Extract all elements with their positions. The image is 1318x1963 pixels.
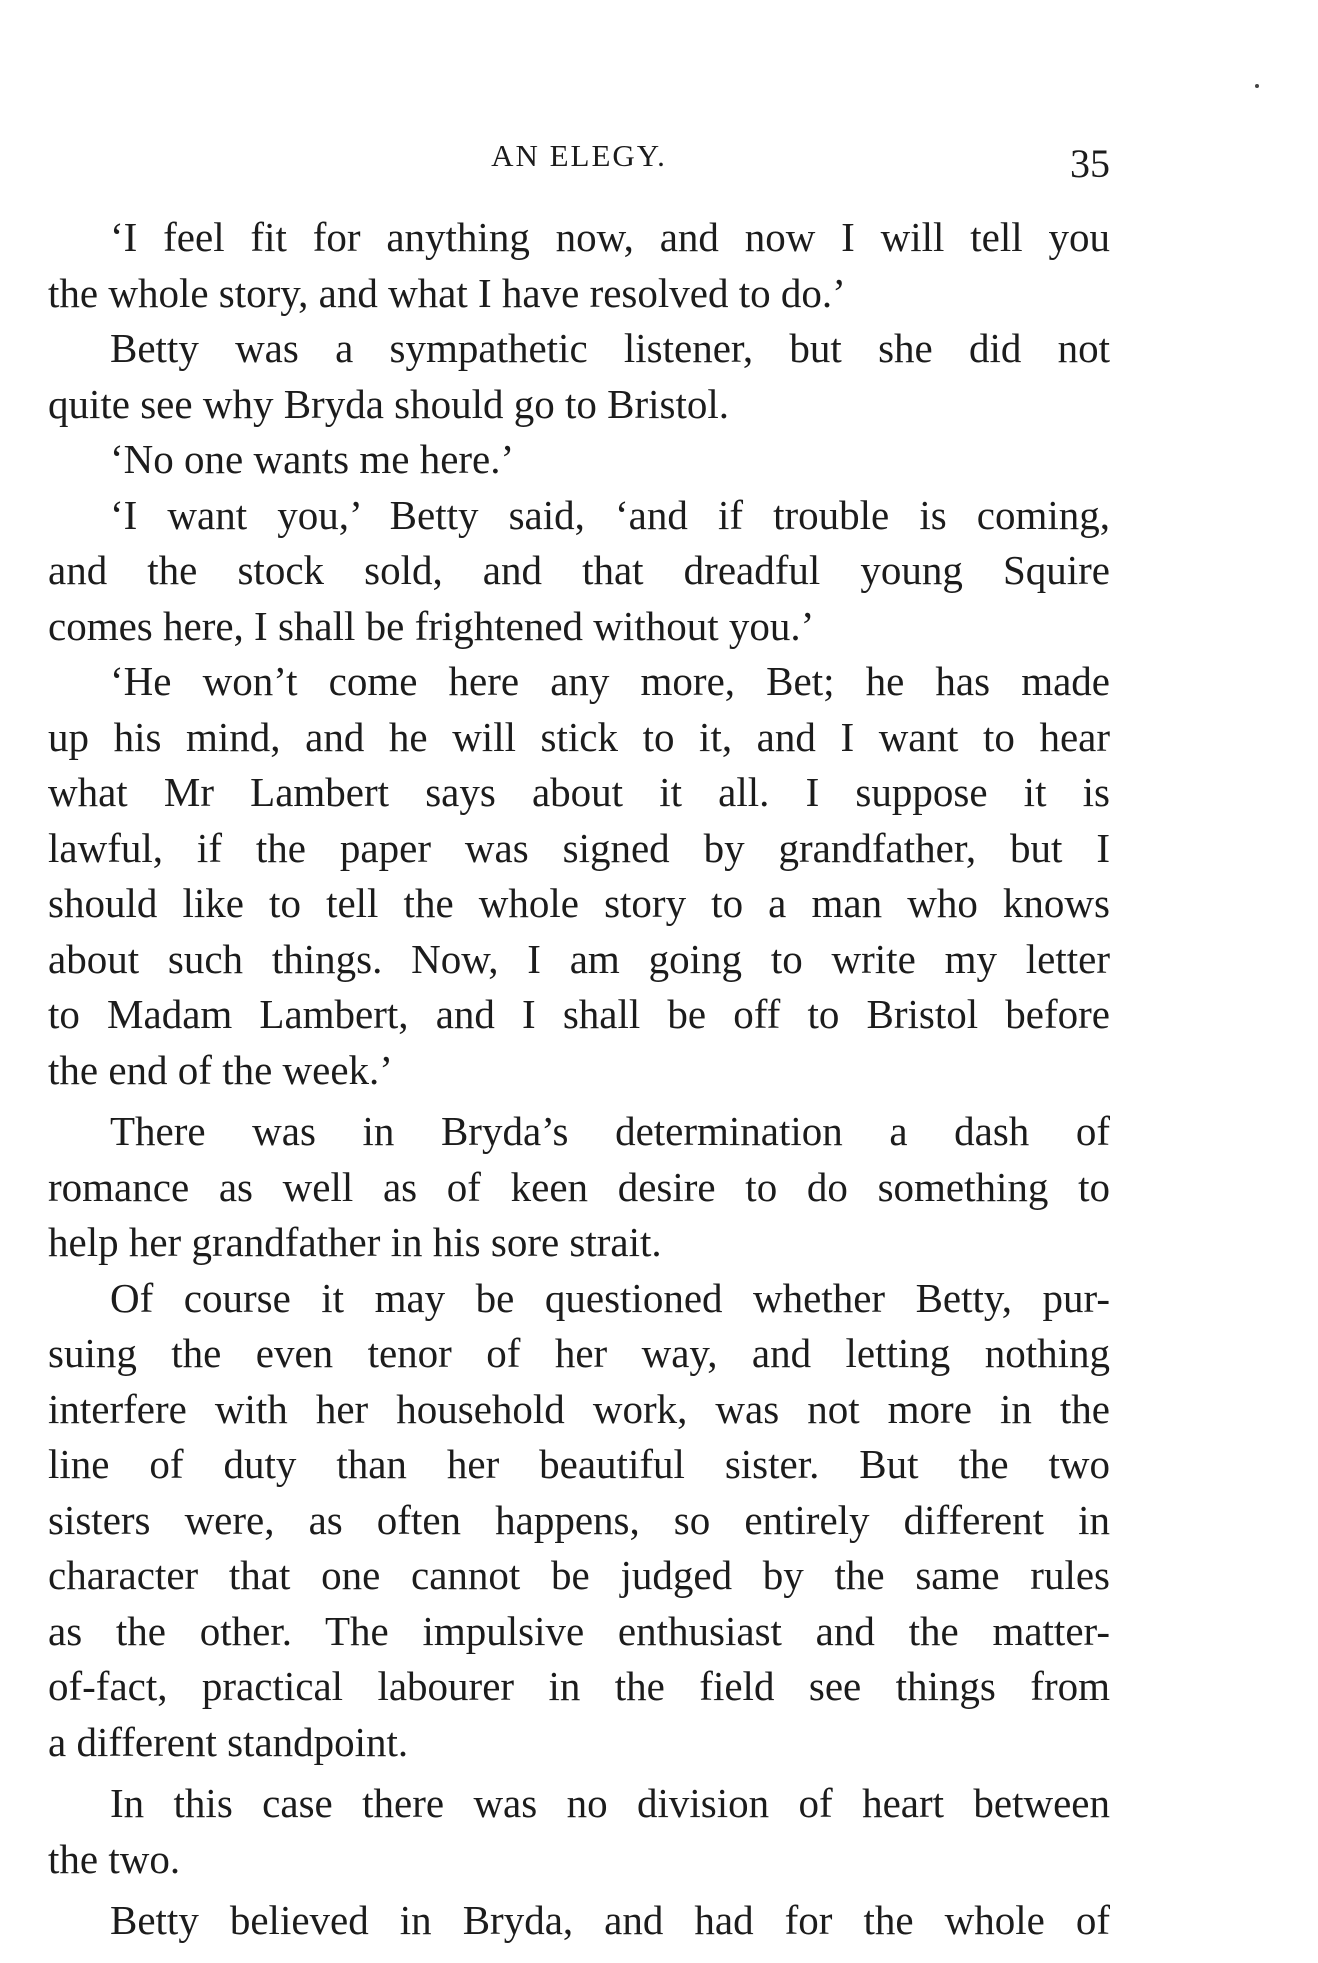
text-line: interfere with her household work, was not more in the (48, 1385, 1110, 1432)
text-line: Betty believed in Bryda, and had for the whole of (110, 1897, 1110, 1943)
text-line: romance as well as of keen desire to do something to (48, 1163, 1110, 1210)
text-line: up his mind, and he will stick to it, and I want to hear (48, 713, 1110, 760)
text-line: In this case there was no division of heart between (110, 1780, 1110, 1826)
text-line: about such things. Now, I am going to write my letter (48, 935, 1110, 982)
text-line: a different standpoint. (48, 1718, 409, 1765)
text-line: should like to tell the whole story to a man who knows (48, 880, 1110, 926)
paper-speck (1255, 84, 1259, 88)
body-text (48, 210, 1110, 1949)
text-line: ‘I feel fit for anything now, and now I will tell you (110, 214, 1110, 260)
text-line: character that one cannot be judged by the same rules (48, 1552, 1110, 1598)
text-line: of-fact, practical labourer in the field see things from (48, 1663, 1110, 1709)
text-line: comes here, I shall be frightened without you.’ (48, 602, 815, 649)
text-line: ‘He won’t come here any more, Bet; he has made (110, 658, 1110, 704)
text-line: as the other. The impulsive enthusiast and the matter- (48, 1607, 1110, 1654)
chapter-title: AN ELEGY. (491, 138, 667, 173)
text-line: Betty was a sympathetic listener, but she did not (110, 325, 1110, 371)
text-line: There was in Bryda’s determination a dash of (110, 1108, 1110, 1154)
page-number: 35 (1070, 141, 1110, 186)
text-line: the end of the week.’ (48, 1046, 393, 1093)
text-line: ‘No one wants me here.’ (110, 436, 515, 482)
text-line: and the stock sold, and that dreadful young Squire (48, 547, 1110, 593)
text-line: to Madam Lambert, and I shall be off to Bristol before (48, 991, 1110, 1037)
text-line: the two. (48, 1835, 181, 1882)
text-line: quite see why Bryda should go to Bristol. (48, 380, 730, 427)
text-line: sisters were, as often happens, so entirely different in (48, 1496, 1110, 1543)
text-line: lawful, if the paper was signed by grandfather, but I (48, 824, 1110, 871)
text-line: the whole story, and what I have resolved to do.’ (48, 269, 846, 316)
text-line: what Mr Lambert says about it all. I suppose it is (48, 769, 1110, 815)
text-line: Of course it may be questioned whether Betty, pur- (110, 1274, 1110, 1321)
text-line: suing the even tenor of her way, and letting nothing (48, 1330, 1110, 1376)
text-line: ‘I want you,’ Betty said, ‘and if trouble is coming, (110, 491, 1110, 538)
running-head (48, 138, 1110, 186)
text-line: help her grandfather in his sore strait. (48, 1219, 662, 1265)
text-line: line of duty than her beautiful sister. But the two (48, 1441, 1110, 1487)
